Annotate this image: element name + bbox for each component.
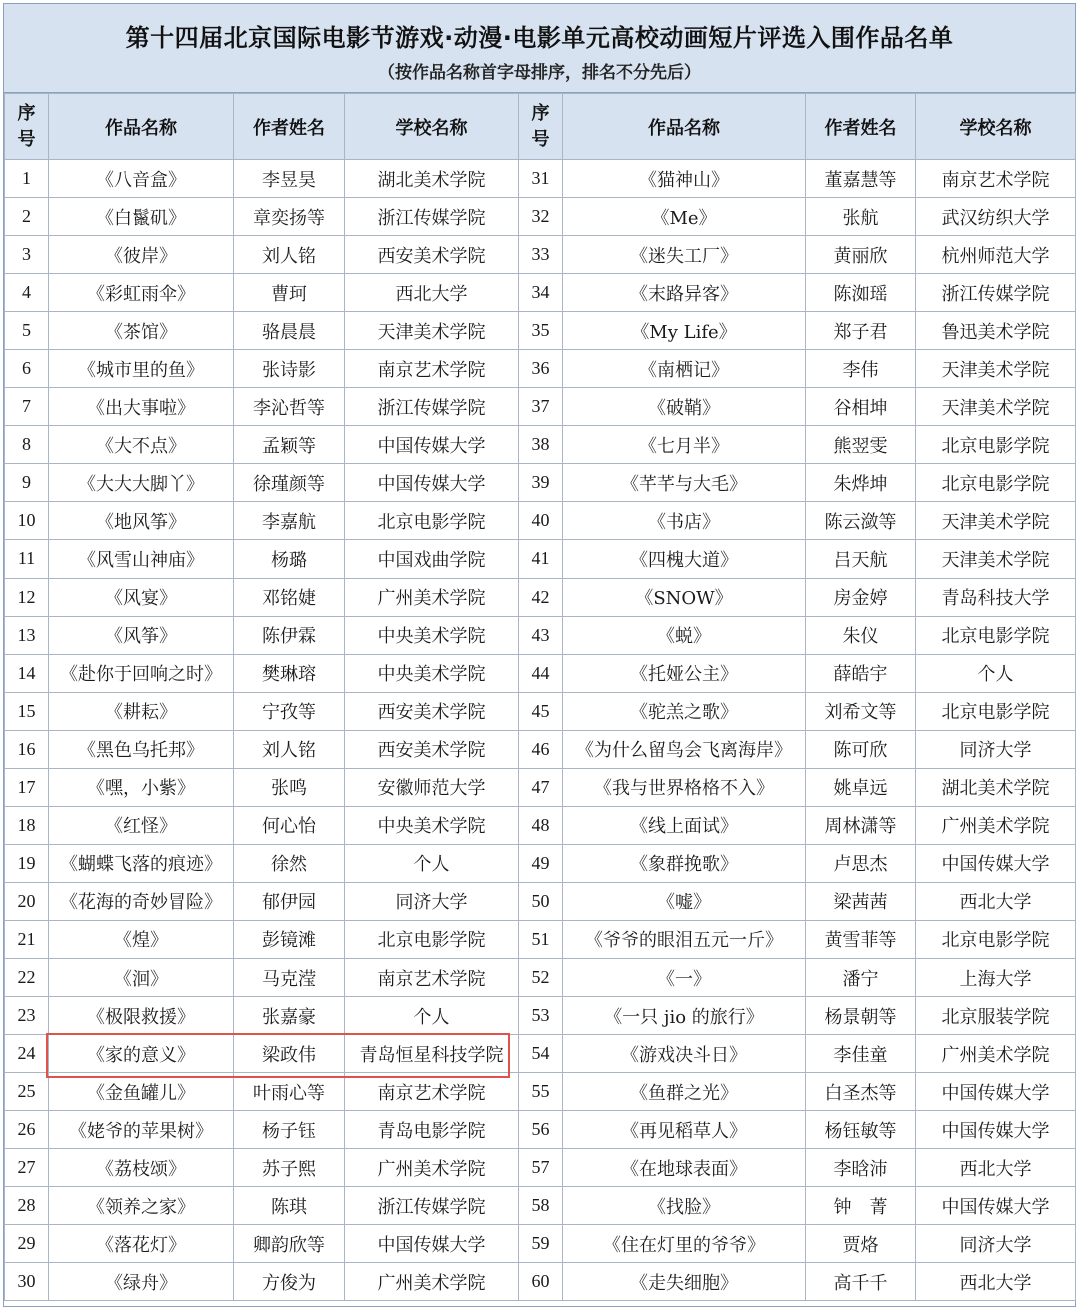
header-title-left: 作品名称 <box>49 94 234 160</box>
school-cell-right: 天津美术学院 <box>916 540 1076 578</box>
school-cell-left: 广州美术学院 <box>345 578 519 616</box>
school-cell-right: 同济大学 <box>916 730 1076 768</box>
title-cell-left: 《红怪》 <box>49 806 234 844</box>
title-cell-left: 《彼岸》 <box>49 236 234 274</box>
header-author-right: 作者姓名 <box>806 94 916 160</box>
table-row <box>5 464 1076 502</box>
school-cell-left: 浙江传媒学院 <box>345 388 519 426</box>
school-cell-right: 中国传媒大学 <box>916 1187 1076 1225</box>
table-row <box>5 388 1076 426</box>
seq-cell-left: 29 <box>5 1225 49 1263</box>
school-cell-left: 浙江传媒学院 <box>345 1187 519 1225</box>
title-cell-left: 《黑色乌托邦》 <box>49 730 234 768</box>
table-row <box>5 654 1076 692</box>
header-seq-left <box>5 94 49 160</box>
title-cell-right: 《驼羔之歌》 <box>563 692 806 730</box>
school-cell-left: 天津美术学院 <box>345 312 519 350</box>
author-cell-right: 李佳童 <box>806 1035 916 1073</box>
author-cell-left: 曹珂 <box>234 274 345 312</box>
author-cell-left: 章奕扬等 <box>234 198 345 236</box>
header-row <box>5 94 1076 160</box>
school-cell-right: 北京电影学院 <box>916 616 1076 654</box>
title-cell-right: 《线上面试》 <box>563 806 806 844</box>
title-cell-right: 《猫神山》 <box>563 160 806 198</box>
title-cell-left: 《洄》 <box>49 958 234 996</box>
title-cell-right: 《书店》 <box>563 502 806 540</box>
seq-cell-left: 17 <box>5 768 49 806</box>
table-row <box>5 958 1076 996</box>
seq-cell-right: 49 <box>519 844 563 882</box>
title-cell-left: 《金鱼罐儿》 <box>49 1073 234 1111</box>
seq-cell-left: 14 <box>5 654 49 692</box>
seq-cell-left: 27 <box>5 1149 49 1187</box>
seq-cell-left: 19 <box>5 844 49 882</box>
school-cell-left: 西安美术学院 <box>345 236 519 274</box>
author-cell-right: 姚卓远 <box>806 768 916 806</box>
seq-cell-right: 35 <box>519 312 563 350</box>
author-cell-right: 陈可欣 <box>806 730 916 768</box>
title-cell-left: 《花海的奇妙冒险》 <box>49 882 234 920</box>
school-cell-right: 北京服装学院 <box>916 997 1076 1035</box>
table-row <box>5 768 1076 806</box>
title-cell-left: 《风宴》 <box>49 578 234 616</box>
school-cell-right: 上海大学 <box>916 958 1076 996</box>
title-cell-right: 《七月半》 <box>563 426 806 464</box>
author-cell-left: 苏子熙 <box>234 1149 345 1187</box>
author-cell-right: 白圣杰等 <box>806 1073 916 1111</box>
title-cell-right: 《嘘》 <box>563 882 806 920</box>
seq-cell-left: 15 <box>5 692 49 730</box>
title-cell-left: 《耕耘》 <box>49 692 234 730</box>
title-cell-right: 《末路异客》 <box>563 274 806 312</box>
seq-cell-left: 3 <box>5 236 49 274</box>
seq-cell-left: 26 <box>5 1111 49 1149</box>
seq-cell-left: 21 <box>5 920 49 958</box>
header-title-right: 作品名称 <box>563 94 806 160</box>
author-cell-right: 熊翌雯 <box>806 426 916 464</box>
school-cell-left: 北京电影学院 <box>345 502 519 540</box>
title-cell-right: 《为什么留鸟会飞离海岸》 <box>563 730 806 768</box>
author-cell-left: 杨子钰 <box>234 1111 345 1149</box>
school-cell-left: 中国戏曲学院 <box>345 540 519 578</box>
school-cell-left: 中国传媒大学 <box>345 426 519 464</box>
title-cell-left: 《荔枝颂》 <box>49 1149 234 1187</box>
title-cell-right: 《芊芊与大毛》 <box>563 464 806 502</box>
school-cell-right: 南京艺术学院 <box>916 160 1076 198</box>
seq-cell-left: 4 <box>5 274 49 312</box>
author-cell-left: 樊琳瑢 <box>234 654 345 692</box>
title-cell-right: 《SNOW》 <box>563 578 806 616</box>
title-cell-right: 《Me》 <box>563 198 806 236</box>
title-cell-left: 《风雪山神庙》 <box>49 540 234 578</box>
page-title: 第十四届北京国际电影节游戏·动漫·电影单元高校动画短片评选入围作品名单 <box>125 24 954 52</box>
seq-cell-right: 48 <box>519 806 563 844</box>
table-row <box>5 692 1076 730</box>
seq-cell-right: 55 <box>519 1073 563 1111</box>
seq-cell-left: 7 <box>5 388 49 426</box>
header-seq-left-label: 序 号 <box>17 102 36 150</box>
title-cell-right: 《破鞘》 <box>563 388 806 426</box>
school-cell-left: 同济大学 <box>345 882 519 920</box>
seq-cell-right: 46 <box>519 730 563 768</box>
school-cell-left: 中央美术学院 <box>345 654 519 692</box>
table-row <box>5 578 1076 616</box>
school-cell-left: 西安美术学院 <box>345 730 519 768</box>
seq-cell-right: 37 <box>519 388 563 426</box>
seq-cell-right: 56 <box>519 1111 563 1149</box>
school-cell-right: 湖北美术学院 <box>916 768 1076 806</box>
table-row <box>5 160 1076 198</box>
table-row <box>5 350 1076 388</box>
title-cell-right: 《迷失工厂》 <box>563 236 806 274</box>
author-cell-right: 张航 <box>806 198 916 236</box>
seq-cell-left: 12 <box>5 578 49 616</box>
seq-cell-right: 58 <box>519 1187 563 1225</box>
seq-cell-left: 11 <box>5 540 49 578</box>
school-cell-left: 安徽师范大学 <box>345 768 519 806</box>
header-author-left: 作者姓名 <box>234 94 345 160</box>
seq-cell-left: 9 <box>5 464 49 502</box>
title-cell-right: 《My Life》 <box>563 312 806 350</box>
title-cell-left: 《极限救援》 <box>49 997 234 1035</box>
seq-cell-right: 57 <box>519 1149 563 1187</box>
school-cell-left: 个人 <box>345 844 519 882</box>
title-cell-left: 《姥爷的苹果树》 <box>49 1111 234 1149</box>
seq-cell-right: 51 <box>519 920 563 958</box>
school-cell-left: 青岛电影学院 <box>345 1111 519 1149</box>
seq-cell-left: 2 <box>5 198 49 236</box>
seq-cell-right: 38 <box>519 426 563 464</box>
author-cell-left: 梁政伟 <box>234 1035 345 1073</box>
seq-cell-left: 5 <box>5 312 49 350</box>
title-cell-left: 《地风筝》 <box>49 502 234 540</box>
school-cell-left: 湖北美术学院 <box>345 160 519 198</box>
seq-cell-right: 60 <box>519 1263 563 1301</box>
title-cell-left: 《家的意义》 <box>49 1035 234 1073</box>
school-cell-right: 北京电影学院 <box>916 692 1076 730</box>
author-cell-left: 叶雨心等 <box>234 1073 345 1111</box>
table-row <box>5 730 1076 768</box>
school-cell-right: 中国传媒大学 <box>916 1073 1076 1111</box>
school-cell-left: 北京电影学院 <box>345 920 519 958</box>
title-cell-right: 《游戏决斗日》 <box>563 1035 806 1073</box>
school-cell-right: 天津美术学院 <box>916 502 1076 540</box>
table-row <box>5 1187 1076 1225</box>
seq-cell-left: 22 <box>5 958 49 996</box>
title-cell-right: 《在地球表面》 <box>563 1149 806 1187</box>
author-cell-left: 李沁哲等 <box>234 388 345 426</box>
title-cell-right: 《走失细胞》 <box>563 1263 806 1301</box>
seq-cell-right: 59 <box>519 1225 563 1263</box>
title-cell-left: 《落花灯》 <box>49 1225 234 1263</box>
author-cell-right: 高千千 <box>806 1263 916 1301</box>
seq-cell-left: 1 <box>5 160 49 198</box>
table-row <box>5 844 1076 882</box>
school-cell-right: 北京电影学院 <box>916 426 1076 464</box>
table-row <box>5 1225 1076 1263</box>
title-banner <box>4 4 1075 93</box>
seq-cell-right: 36 <box>519 350 563 388</box>
title-cell-right: 《鱼群之光》 <box>563 1073 806 1111</box>
title-cell-left: 《大不点》 <box>49 426 234 464</box>
table-row <box>5 540 1076 578</box>
seq-cell-right: 34 <box>519 274 563 312</box>
seq-cell-left: 30 <box>5 1263 49 1301</box>
author-cell-left: 邓铭婕 <box>234 578 345 616</box>
school-cell-right: 青岛科技大学 <box>916 578 1076 616</box>
seq-cell-left: 25 <box>5 1073 49 1111</box>
title-cell-right: 《四槐大道》 <box>563 540 806 578</box>
seq-cell-left: 24 <box>5 1035 49 1073</box>
seq-cell-left: 13 <box>5 616 49 654</box>
author-cell-left: 宁孜等 <box>234 692 345 730</box>
title-cell-right: 《一只 jio 的旅行》 <box>563 997 806 1035</box>
author-cell-left: 方俊为 <box>234 1263 345 1301</box>
school-cell-right: 武汉纺织大学 <box>916 198 1076 236</box>
author-cell-left: 刘人铭 <box>234 730 345 768</box>
title-cell-left: 《嘿，小紫》 <box>49 768 234 806</box>
school-cell-left: 浙江传媒学院 <box>345 198 519 236</box>
table-row <box>5 502 1076 540</box>
title-cell-right: 《一》 <box>563 958 806 996</box>
table-row <box>5 1149 1076 1187</box>
school-cell-right: 个人 <box>916 654 1076 692</box>
title-cell-right: 《爷爷的眼泪五元一斤》 <box>563 920 806 958</box>
seq-cell-right: 40 <box>519 502 563 540</box>
seq-cell-left: 23 <box>5 997 49 1035</box>
seq-cell-left: 10 <box>5 502 49 540</box>
title-cell-left: 《八音盒》 <box>49 160 234 198</box>
table-row <box>5 1035 1076 1073</box>
author-cell-left: 郁伊园 <box>234 882 345 920</box>
author-cell-left: 马克滢 <box>234 958 345 996</box>
seq-cell-right: 50 <box>519 882 563 920</box>
school-cell-left: 中国传媒大学 <box>345 1225 519 1263</box>
seq-cell-right: 44 <box>519 654 563 692</box>
title-cell-right: 《托娅公主》 <box>563 654 806 692</box>
title-cell-left: 《赴你于回响之时》 <box>49 654 234 692</box>
school-cell-left: 南京艺术学院 <box>345 1073 519 1111</box>
title-cell-left: 《白鬣矶》 <box>49 198 234 236</box>
seq-cell-right: 32 <box>519 198 563 236</box>
school-cell-left: 西安美术学院 <box>345 692 519 730</box>
title-cell-left: 《绿舟》 <box>49 1263 234 1301</box>
seq-cell-right: 41 <box>519 540 563 578</box>
title-cell-left: 《煌》 <box>49 920 234 958</box>
school-cell-right: 广州美术学院 <box>916 806 1076 844</box>
title-cell-left: 《大大大脚丫》 <box>49 464 234 502</box>
school-cell-left: 广州美术学院 <box>345 1263 519 1301</box>
author-cell-right: 朱烨坤 <box>806 464 916 502</box>
table-row <box>5 920 1076 958</box>
header-school-left: 学校名称 <box>345 94 519 160</box>
author-cell-left: 孟颖等 <box>234 426 345 464</box>
author-cell-right: 黄丽欣 <box>806 236 916 274</box>
school-cell-right: 天津美术学院 <box>916 350 1076 388</box>
title-cell-right: 《住在灯里的爷爷》 <box>563 1225 806 1263</box>
title-cell-left: 《风筝》 <box>49 616 234 654</box>
author-cell-right: 杨景朝等 <box>806 997 916 1035</box>
title-cell-right: 《找脸》 <box>563 1187 806 1225</box>
author-cell-left: 何心怡 <box>234 806 345 844</box>
author-cell-left: 徐然 <box>234 844 345 882</box>
author-cell-right: 房金婷 <box>806 578 916 616</box>
author-cell-right: 吕天航 <box>806 540 916 578</box>
title-cell-left: 《领养之家》 <box>49 1187 234 1225</box>
school-cell-right: 西北大学 <box>916 1149 1076 1187</box>
school-cell-left: 青岛恒星科技学院 <box>345 1035 519 1073</box>
author-cell-right: 刘希文等 <box>806 692 916 730</box>
author-cell-left: 彭镜滩 <box>234 920 345 958</box>
author-cell-left: 徐瑾颜等 <box>234 464 345 502</box>
table-row <box>5 806 1076 844</box>
author-cell-right: 钟 菁 <box>806 1187 916 1225</box>
school-cell-right: 北京电影学院 <box>916 464 1076 502</box>
school-cell-right: 北京电影学院 <box>916 920 1076 958</box>
seq-cell-right: 54 <box>519 1035 563 1073</box>
school-cell-left: 南京艺术学院 <box>345 350 519 388</box>
seq-cell-right: 31 <box>519 160 563 198</box>
seq-cell-left: 8 <box>5 426 49 464</box>
title-cell-right: 《蜕》 <box>563 616 806 654</box>
table-row <box>5 426 1076 464</box>
table-row <box>5 1073 1076 1111</box>
title-cell-right: 《象群挽歌》 <box>563 844 806 882</box>
seq-cell-right: 53 <box>519 997 563 1035</box>
author-cell-left: 张嘉豪 <box>234 997 345 1035</box>
author-cell-right: 李晗沛 <box>806 1149 916 1187</box>
school-cell-left: 中央美术学院 <box>345 806 519 844</box>
table-row <box>5 274 1076 312</box>
school-cell-right: 西北大学 <box>916 882 1076 920</box>
title-cell-left: 《出大事啦》 <box>49 388 234 426</box>
school-cell-left: 广州美术学院 <box>345 1149 519 1187</box>
seq-cell-right: 39 <box>519 464 563 502</box>
school-cell-left: 中国传媒大学 <box>345 464 519 502</box>
title-cell-left: 《彩虹雨伞》 <box>49 274 234 312</box>
author-cell-right: 卢思杰 <box>806 844 916 882</box>
author-cell-right: 谷相坤 <box>806 388 916 426</box>
seq-cell-right: 42 <box>519 578 563 616</box>
author-cell-left: 陈琪 <box>234 1187 345 1225</box>
seq-cell-right: 45 <box>519 692 563 730</box>
title-cell-right: 《南栖记》 <box>563 350 806 388</box>
seq-cell-left: 16 <box>5 730 49 768</box>
seq-cell-right: 47 <box>519 768 563 806</box>
author-cell-right: 潘宁 <box>806 958 916 996</box>
seq-cell-right: 52 <box>519 958 563 996</box>
school-cell-left: 中央美术学院 <box>345 616 519 654</box>
author-cell-left: 骆晨晨 <box>234 312 345 350</box>
school-cell-left: 西北大学 <box>345 274 519 312</box>
author-cell-left: 卿韵欣等 <box>234 1225 345 1263</box>
author-cell-right: 陈洳瑶 <box>806 274 916 312</box>
author-cell-right: 杨钰敏等 <box>806 1111 916 1149</box>
author-cell-right: 董嘉慧等 <box>806 160 916 198</box>
seq-cell-right: 33 <box>519 236 563 274</box>
author-cell-left: 杨璐 <box>234 540 345 578</box>
seq-cell-right: 43 <box>519 616 563 654</box>
author-cell-right: 朱仪 <box>806 616 916 654</box>
author-cell-left: 李昱昊 <box>234 160 345 198</box>
header-seq-right <box>519 94 563 160</box>
author-cell-left: 刘人铭 <box>234 236 345 274</box>
author-cell-right: 陈云潋等 <box>806 502 916 540</box>
table-row <box>5 236 1076 274</box>
author-cell-right: 薛皓宇 <box>806 654 916 692</box>
title-cell-left: 《蝴蝶飞落的痕迹》 <box>49 844 234 882</box>
school-cell-right: 杭州师范大学 <box>916 236 1076 274</box>
seq-cell-left: 28 <box>5 1187 49 1225</box>
entries-table <box>4 93 1076 1301</box>
seq-cell-left: 6 <box>5 350 49 388</box>
school-cell-right: 广州美术学院 <box>916 1035 1076 1073</box>
school-cell-right: 中国传媒大学 <box>916 844 1076 882</box>
school-cell-left: 南京艺术学院 <box>345 958 519 996</box>
table-row <box>5 997 1076 1035</box>
author-cell-right: 梁茜茜 <box>806 882 916 920</box>
table-row <box>5 1111 1076 1149</box>
author-cell-left: 陈伊霖 <box>234 616 345 654</box>
author-cell-right: 黄雪菲等 <box>806 920 916 958</box>
table-row <box>5 882 1076 920</box>
table-row <box>5 312 1076 350</box>
school-cell-right: 天津美术学院 <box>916 388 1076 426</box>
title-cell-right: 《我与世界格格不入》 <box>563 768 806 806</box>
author-cell-right: 周林潇等 <box>806 806 916 844</box>
title-cell-left: 《茶馆》 <box>49 312 234 350</box>
page-subtitle: （按作品名称首字母排序，排名不分先后） <box>378 63 701 83</box>
author-cell-right: 李伟 <box>806 350 916 388</box>
school-cell-right: 中国传媒大学 <box>916 1111 1076 1149</box>
school-cell-right: 浙江传媒学院 <box>916 274 1076 312</box>
seq-cell-left: 20 <box>5 882 49 920</box>
title-cell-left: 《城市里的鱼》 <box>49 350 234 388</box>
table-row <box>5 198 1076 236</box>
table-row <box>5 1263 1076 1301</box>
school-cell-right: 同济大学 <box>916 1225 1076 1263</box>
school-cell-left: 个人 <box>345 997 519 1035</box>
seq-cell-left: 18 <box>5 806 49 844</box>
header-seq-right-label: 序 号 <box>531 102 550 150</box>
title-cell-right: 《再见稻草人》 <box>563 1111 806 1149</box>
school-cell-right: 西北大学 <box>916 1263 1076 1301</box>
author-cell-right: 贾烙 <box>806 1225 916 1263</box>
author-cell-left: 李嘉航 <box>234 502 345 540</box>
table-row <box>5 616 1076 654</box>
school-cell-right: 鲁迅美术学院 <box>916 312 1076 350</box>
author-cell-left: 张诗影 <box>234 350 345 388</box>
author-cell-right: 郑子君 <box>806 312 916 350</box>
header-school-right: 学校名称 <box>916 94 1076 160</box>
author-cell-left: 张鸣 <box>234 768 345 806</box>
